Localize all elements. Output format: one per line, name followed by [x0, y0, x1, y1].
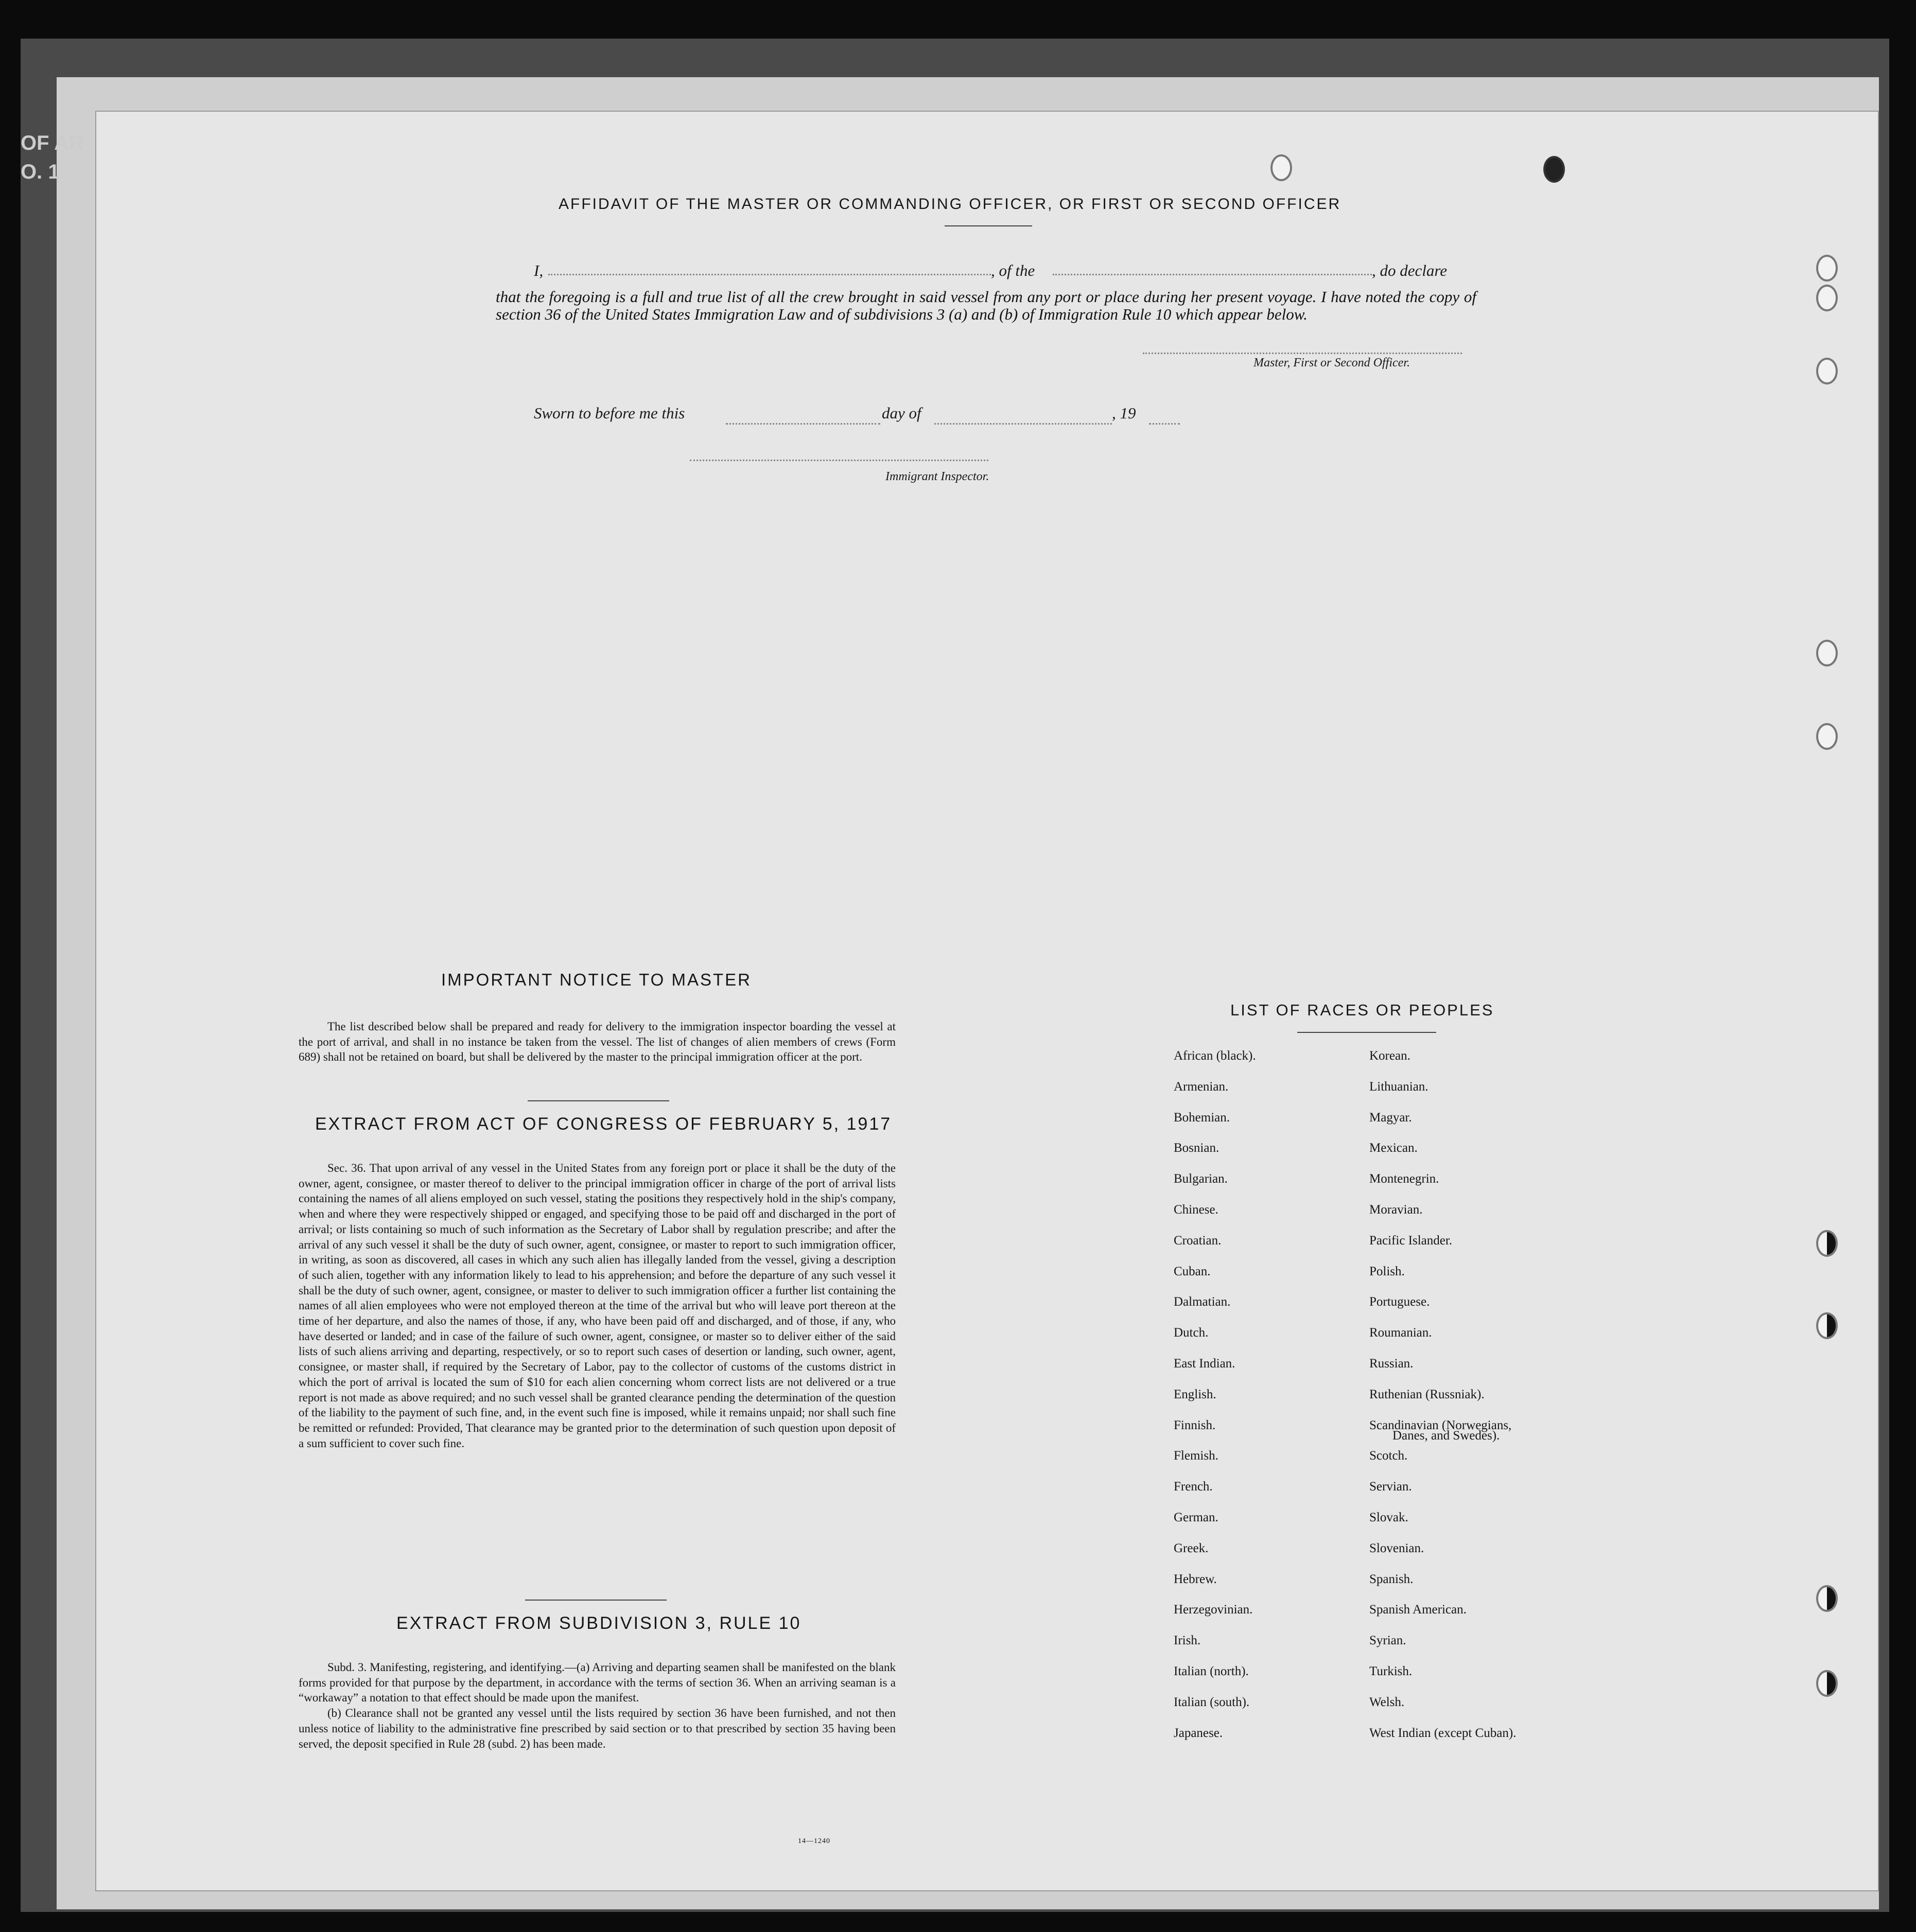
- affidavit-i-label: I,: [534, 261, 544, 279]
- punch-hole-icon: [1816, 723, 1838, 750]
- race-item: Turkish.: [1369, 1664, 1413, 1678]
- race-item: Polish.: [1369, 1264, 1405, 1278]
- race-item: Italian (south).: [1174, 1695, 1250, 1709]
- affidavit-title: AFFIDAVIT OF THE MASTER OR COMMANDING OFFICER, OR FIRST OR SECOND OFFICER: [559, 196, 1342, 213]
- race-item: Armenian.: [1174, 1079, 1229, 1094]
- affidavit-body: that the foregoing is a full and true list of all the crew brought in said vessel from any port or place during her present voyage. I have noted the copy of section 36 of the United States Immigration Law and of subdivisions 3 (a) and (b) of Immigration Rule 10 which appear below.: [496, 288, 1476, 323]
- divider: [1297, 1032, 1436, 1033]
- section-36-paragraph: Sec. 36. That upon arrival of any vessel in the United States from any foreign port or place it shall be the duty of the owner, agent, consignee, or master thereof to deliver to the principal immigration officer in charge of the port of arrival lists containing the names of all aliens employed on such vessel, stating the positions they respectively hold in the ship's company, when and where they were respectively shipped or engaged, and specifying those to be paid off and discharged in the port of arrival; or lists containing so much of such information as the Secretary of Labor shall by regulation prescribe; and after the arrival of any such vessel it shall be the duty of such owner, agent, consignee, or master to report to such immigration officer, in writing, as soon as discovered, all cases in which any such alien has illegally landed from the vessel, giving a description of such alien, together with any information likely to lead to his apprehension; and before the departure of any such vessel it shall be the duty of such owner, agent, consignee, or master to deliver to such immigration officer a further list containing the names of all alien employees who were not employed thereon at the time of the arrival but who will leave port thereon at the time of her departure, and also the names of those, if any, who have been paid off and discharged, and of those, if any, who have deserted or landed; and in case of the failure of such owner, agent, consignee, or master so to deliver either of the said lists of such aliens arriving and departing, respectively, or so to report such cases of desertion or landing, such owner, agent, consignee, or master shall, if required by the Secretary of Labor, pay to the collector of customs of the customs district in which the port of arrival is located the sum of $10 for each alien concerning whom correct lists are not delivered or a true report is not made as above required; and no such vessel shall be granted clearance pending the determination of the question of the liability to the payment of such fine, and, in the event such fine is imposed, while it remains unpaid; nor shall such fine be remitted or refunded: Provided, That clearance may be granted prior to the determination of such question upon deposit of a sum sufficient to cover such fine.: [299, 1162, 896, 1450]
- race-item-continuation: Danes, and Swedes).: [1392, 1429, 1500, 1443]
- vessel-blank[interactable]: [1053, 274, 1372, 275]
- rule-subdivision-a: Subd. 3. Manifesting, registering, and identifying.—(a) Arriving and departing seamen shall be manifested on the blank forms provided for that purpose by the department, in accordance with the terms of section 36. When an arriving seaman is a “workaway” a notation to that effect should be made upon the manifest.: [299, 1661, 896, 1705]
- race-item: Japanese.: [1174, 1726, 1223, 1740]
- edge-marks: [21, 129, 88, 190]
- race-item: Bulgarian.: [1174, 1172, 1228, 1186]
- race-item: Servian.: [1369, 1480, 1412, 1494]
- race-item: Slovak.: [1369, 1511, 1408, 1524]
- race-item: Bosnian.: [1174, 1141, 1220, 1155]
- race-item: Bohemian.: [1174, 1110, 1230, 1125]
- race-item: Ruthenian (Russniak).: [1369, 1387, 1485, 1401]
- race-item: African (black).: [1174, 1049, 1256, 1063]
- extract-rule-text: [299, 1660, 896, 1751]
- day-of-label: day of: [882, 404, 921, 422]
- divider: [945, 225, 1032, 226]
- extract-act-text: [299, 1161, 896, 1451]
- race-item: Magyar.: [1369, 1110, 1412, 1125]
- race-item: French.: [1174, 1480, 1213, 1494]
- affidavit-of-the-label: , of the: [991, 261, 1035, 279]
- race-item: Mexican.: [1369, 1141, 1418, 1155]
- race-item: Finnish.: [1174, 1418, 1216, 1432]
- race-item: Syrian.: [1369, 1634, 1406, 1648]
- notice-title: IMPORTANT NOTICE TO MASTER: [441, 970, 752, 989]
- sworn-label: Sworn to before me this: [534, 404, 685, 422]
- race-item: Slovenian.: [1369, 1541, 1424, 1555]
- race-item: East Indian.: [1174, 1357, 1235, 1371]
- race-item: Roumanian.: [1369, 1326, 1432, 1340]
- race-item: English.: [1174, 1387, 1216, 1401]
- race-item: Welsh.: [1369, 1695, 1405, 1709]
- race-item: Moravian.: [1369, 1203, 1423, 1217]
- races-title: LIST OF RACES OR PEOPLES: [1230, 1001, 1494, 1019]
- sworn-year-blank[interactable]: [1149, 423, 1180, 425]
- race-item: Scotch.: [1369, 1449, 1408, 1463]
- punch-hole-icon: [1816, 1312, 1838, 1339]
- race-item: Russian.: [1369, 1357, 1414, 1371]
- master-signature-line[interactable]: [1143, 353, 1462, 354]
- notice-text: [299, 1019, 896, 1065]
- name-blank[interactable]: [548, 274, 991, 275]
- edge-mark-1: OF AR: [21, 132, 84, 154]
- race-item: Italian (north).: [1174, 1664, 1249, 1678]
- punch-hole-icon: [1816, 255, 1838, 282]
- race-item: Chinese.: [1174, 1203, 1218, 1217]
- form-number: 14—1240: [798, 1837, 830, 1845]
- race-item: Lithuanian.: [1369, 1079, 1429, 1094]
- race-item: Spanish.: [1369, 1572, 1414, 1586]
- punch-hole-icon: [1270, 154, 1292, 181]
- race-item: Korean.: [1369, 1049, 1410, 1063]
- sworn-day-blank[interactable]: [726, 423, 880, 425]
- race-item: Dalmatian.: [1174, 1295, 1231, 1309]
- punch-hole-icon: [1816, 358, 1838, 384]
- race-item: Spanish American.: [1369, 1603, 1467, 1617]
- punch-hole-icon: [1816, 285, 1838, 311]
- sworn-month-blank[interactable]: [934, 423, 1112, 425]
- race-item: Hebrew.: [1174, 1572, 1217, 1586]
- race-item: Cuban.: [1174, 1264, 1211, 1278]
- punch-hole-icon: [1816, 640, 1838, 666]
- race-item: Portuguese.: [1369, 1295, 1430, 1309]
- master-signature-label: Master, First or Second Officer.: [1253, 356, 1410, 370]
- edge-mark-2: O. 1: [21, 161, 60, 183]
- year-label: , 19: [1112, 404, 1136, 422]
- inspector-signature-label: Immigrant Inspector.: [885, 470, 989, 483]
- punch-hole-icon: [1816, 1585, 1838, 1612]
- notice-paragraph: The list described below shall be prepared and ready for delivery to the immigration inspector boarding the vessel at the port of arrival, and shall in no instance be taken from the vessel. The list of changes of alien members of crews (Form 689) shall not be retained on board, but shall be delivered by the master to the principal immigration officer at the port.: [299, 1020, 896, 1064]
- race-item: Flemish.: [1174, 1449, 1218, 1463]
- punch-hole-icon: [1816, 1230, 1838, 1257]
- race-item: Irish.: [1174, 1634, 1201, 1648]
- divider: [525, 1600, 667, 1601]
- race-item: Pacific Islander.: [1369, 1233, 1453, 1248]
- divider: [528, 1100, 669, 1101]
- race-item: Greek.: [1174, 1541, 1209, 1555]
- form-page: [95, 111, 1879, 1891]
- rule-subdivision-b: (b) Clearance shall not be granted any vessel until the lists required by section 36 have been furnished, and not then unless notice of liability to the administrative fine prescribed by said section or to that prescribed by section 35 having been served, the deposit specified in Rule 28 (subd. 2) has been made.: [299, 1707, 896, 1750]
- race-item: West Indian (except Cuban).: [1369, 1726, 1517, 1740]
- affidavit-declare-label: , do declare: [1372, 261, 1448, 279]
- extract-act-title: EXTRACT FROM ACT OF CONGRESS OF FEBRUARY 5, 1917: [315, 1114, 892, 1134]
- race-item: Herzegovinian.: [1174, 1603, 1253, 1617]
- race-item: Montenegrin.: [1369, 1172, 1439, 1186]
- race-item: German.: [1174, 1511, 1218, 1524]
- extract-rule-title: EXTRACT FROM SUBDIVISION 3, RULE 10: [396, 1613, 802, 1633]
- race-item: Croatian.: [1174, 1233, 1222, 1248]
- punch-hole-icon: [1543, 156, 1565, 183]
- punch-hole-icon: [1816, 1670, 1838, 1697]
- race-item: Scandinavian (Norwegians,: [1369, 1418, 1512, 1432]
- race-item: Dutch.: [1174, 1326, 1209, 1340]
- inspector-signature-line[interactable]: [690, 460, 988, 461]
